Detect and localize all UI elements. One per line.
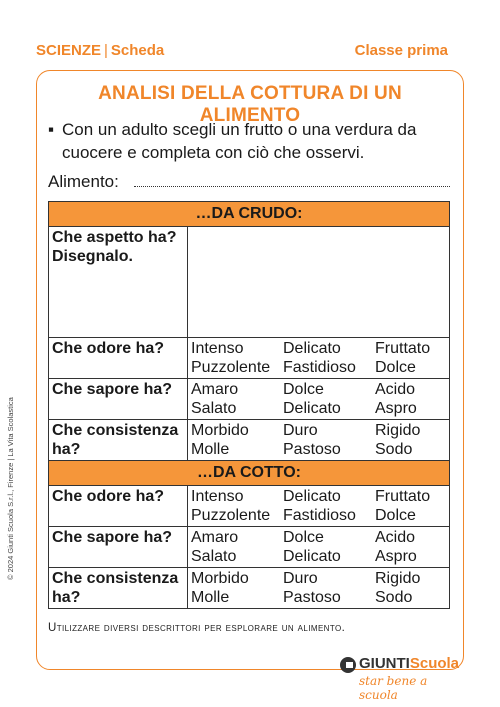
question-label: Che sapore ha? (49, 379, 188, 420)
aliment-field[interactable] (48, 172, 450, 192)
grade-label: Classe prima (354, 42, 448, 59)
descriptor-option[interactable]: Amaro (191, 381, 239, 398)
descriptor-option[interactable]: Delicato (283, 340, 341, 357)
descriptor-option[interactable]: Dolce (283, 529, 324, 546)
descriptor-option[interactable]: Salato (191, 548, 237, 565)
options-grid (191, 487, 446, 525)
descriptor-option[interactable]: Duro (283, 570, 318, 587)
descriptor-option[interactable]: Delicato (283, 400, 341, 417)
descriptor-option[interactable]: Acido (375, 381, 416, 398)
descriptor-option[interactable]: Fruttato (375, 340, 431, 357)
question-label: Che odore ha? (49, 338, 188, 379)
descriptor-option[interactable]: Dolce (375, 359, 416, 376)
descriptor-option[interactable]: Duro (283, 422, 318, 439)
options-grid (191, 569, 446, 607)
question-row (49, 568, 450, 609)
options-grid (191, 339, 446, 377)
descriptor-option[interactable]: Sodo (375, 589, 413, 606)
logo-brand-part2: Scuola (409, 655, 460, 672)
copyright: © 2024 Giunti Scuola S.r.l., Firenze | La Vita Scolastica (6, 397, 15, 580)
descriptor-option[interactable]: Acido (375, 529, 416, 546)
footnote: Utilizzare diversi descrittori per esplorare un alimento. (48, 622, 346, 634)
descriptor-option[interactable]: Pastoso (283, 441, 341, 458)
descriptor-option[interactable]: Dolce (375, 507, 416, 524)
descriptor-option[interactable]: Pastoso (283, 589, 341, 606)
drawing-area[interactable] (188, 227, 450, 338)
descriptor-option[interactable]: Intenso (191, 488, 244, 505)
giunti-logo-icon (340, 657, 356, 673)
descriptor-option[interactable]: Delicato (283, 548, 341, 565)
options-grid (191, 528, 446, 566)
aliment-label: Alimento: (48, 172, 119, 191)
raw-section-heading: …DA CRUDO: (49, 202, 450, 227)
cooked-section-heading: …DA COTTO: (49, 461, 450, 486)
options-cell (188, 568, 450, 609)
subject-label (36, 42, 164, 59)
descriptor-option[interactable]: Fastidioso (283, 359, 356, 376)
options-cell (188, 486, 450, 527)
question-label: Che consistenza ha? (49, 568, 188, 609)
logo-brand-part1: GIUNTI (359, 655, 410, 672)
options-grid (191, 421, 446, 459)
aliment-dotted-line[interactable] (134, 186, 450, 187)
descriptor-option[interactable]: Delicato (283, 488, 341, 505)
options-cell (188, 338, 450, 379)
instruction-text: Con un adulto scegli un frutto o una verdura da cuocere e completa con ciò che osservi. (62, 120, 417, 162)
question-row (49, 379, 450, 420)
page-header (36, 42, 448, 62)
descriptor-option[interactable]: Aspro (375, 548, 417, 565)
options-cell (188, 379, 450, 420)
raw-rows (49, 338, 450, 461)
observation-table (48, 201, 450, 609)
document-kind: Scheda (110, 42, 165, 59)
subject-name: SCIENZE (36, 42, 102, 59)
header-separator: | (104, 42, 108, 59)
question-label: Che sapore ha? (49, 527, 188, 568)
descriptor-option[interactable]: Puzzolente (191, 359, 271, 376)
descriptor-option[interactable]: Fastidioso (283, 507, 356, 524)
logo-tagline: star bene a scuola (359, 674, 428, 702)
question-row (49, 420, 450, 461)
cooked-rows (49, 486, 450, 609)
descriptor-option[interactable]: Dolce (283, 381, 324, 398)
descriptor-option[interactable]: Fruttato (375, 488, 431, 505)
question-row (49, 486, 450, 527)
options-grid (191, 380, 446, 418)
descriptor-option[interactable]: Amaro (191, 529, 239, 546)
bullet-icon: ▪ (48, 120, 55, 139)
question-label: Che odore ha? (49, 486, 188, 527)
descriptor-option[interactable]: Rigido (375, 422, 421, 439)
question-row (49, 527, 450, 568)
descriptor-option[interactable]: Salato (191, 400, 237, 417)
descriptor-option[interactable]: Morbido (191, 570, 249, 587)
publisher-logo (340, 655, 460, 702)
question-label: Che consistenza ha? (49, 420, 188, 461)
descriptor-option[interactable]: Molle (191, 441, 230, 458)
descriptor-option[interactable]: Rigido (375, 570, 421, 587)
descriptor-option[interactable]: Aspro (375, 400, 417, 417)
descriptor-option[interactable]: Molle (191, 589, 230, 606)
appearance-question: Che aspetto ha? Disegnalo. (49, 227, 188, 338)
options-cell (188, 420, 450, 461)
options-cell (188, 527, 450, 568)
descriptor-option[interactable]: Morbido (191, 422, 249, 439)
question-row (49, 338, 450, 379)
descriptor-option[interactable]: Sodo (375, 441, 413, 458)
logo-brand (359, 655, 459, 672)
descriptor-option[interactable]: Intenso (191, 340, 244, 357)
worksheet-title: ANALISI DELLA COTTURA DI UN ALIMENTO (98, 83, 402, 126)
descriptor-option[interactable]: Puzzolente (191, 507, 271, 524)
instruction (48, 118, 448, 164)
